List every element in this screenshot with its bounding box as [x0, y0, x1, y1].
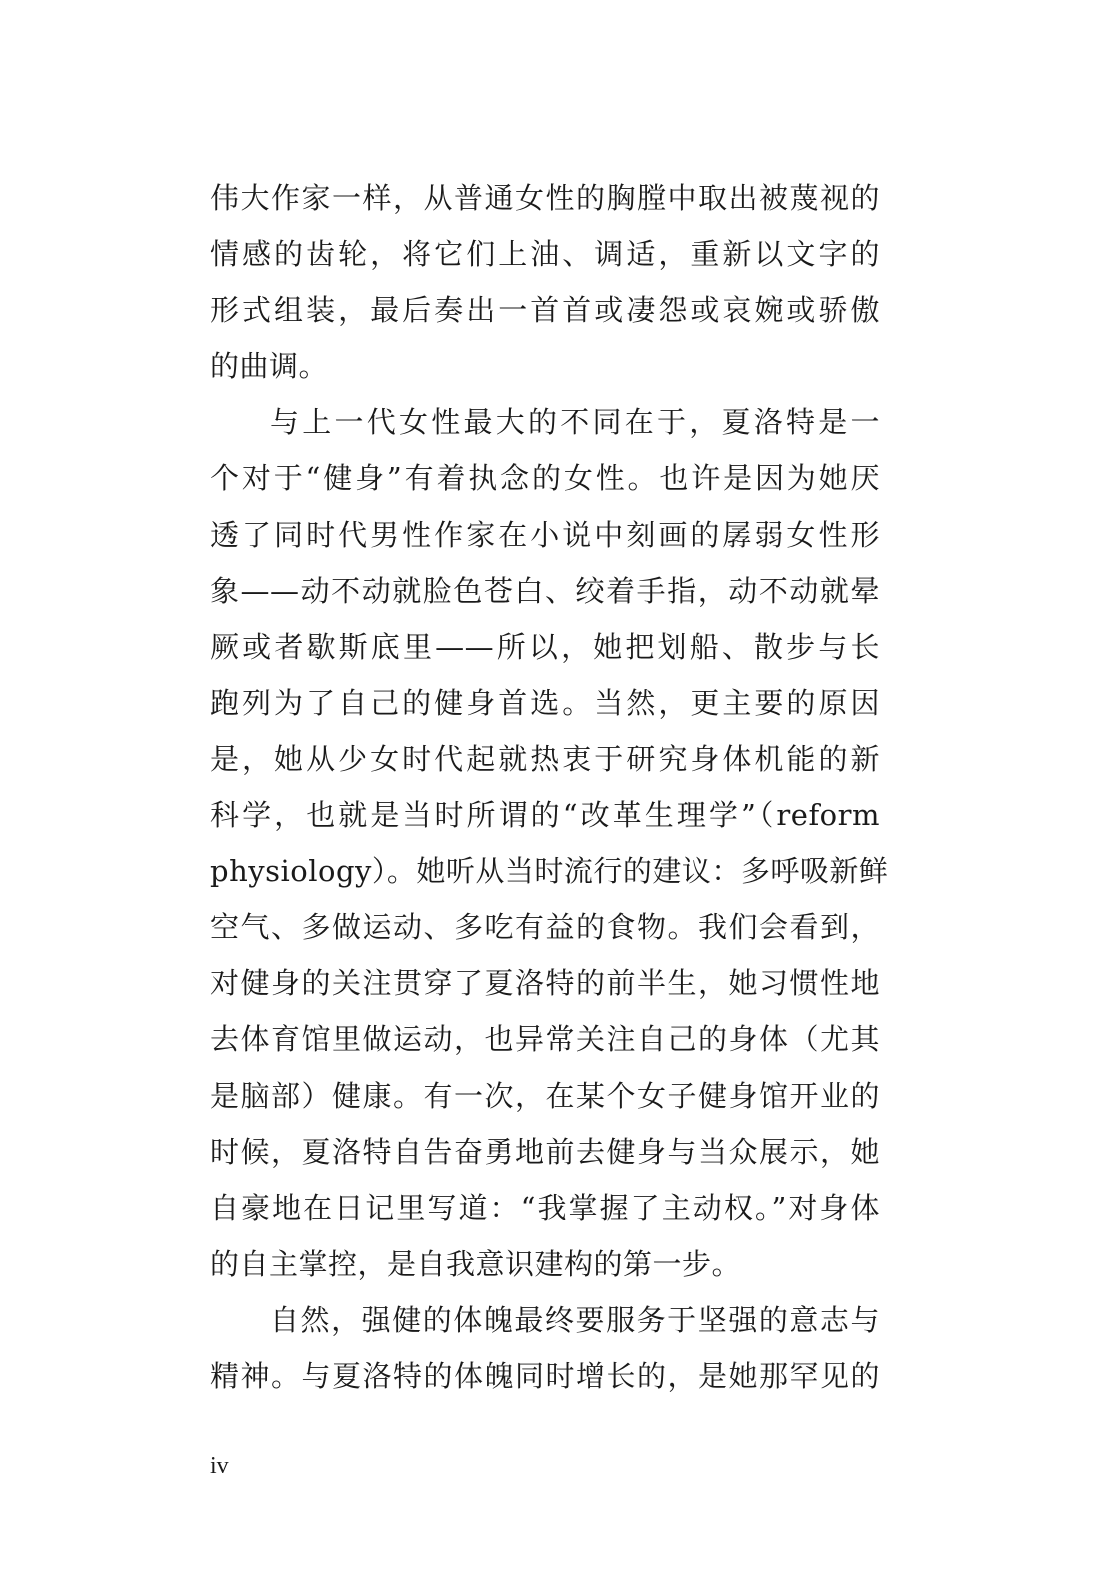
text-line: 伟大作家一样，从普通女性的胸膛中取出被蔑视的: [210, 181, 880, 215]
text-line: 情感的齿轮，将它们上油、调适，重新以文字的: [210, 237, 880, 272]
text-line: 的自主掌控，是自我意识建构的第一步。: [210, 1246, 742, 1281]
text-line: 自然，强健的体魄最终要服务于坚强的意志与: [270, 1302, 880, 1337]
text-line: 自豪地在日记里写道：“我掌握了主动权。”对身体: [210, 1190, 880, 1225]
text-line: 透了同时代男性作家在小说中刻画的孱弱女性形: [210, 517, 880, 552]
text-line: 的曲调。: [210, 349, 329, 384]
text-line: 是脑部）健康。有一次，在某个女子健身馆开业的: [210, 1078, 880, 1113]
text-line: 去体育馆里做运动，也异常关注自己的身体（尤其: [210, 1022, 880, 1057]
text-line: 是，她从少女时代起就热衷于研究身体机能的新: [210, 741, 880, 776]
text-line: 个对于“健身”有着执念的女性。也许是因为她厌: [210, 461, 880, 496]
text-line: 厥或者歇斯底里——所以，她把划船、散步与长: [210, 629, 880, 664]
body-text: [210, 170, 889, 1404]
text-line: 跑列为了自己的健身首选。当然，更主要的原因: [210, 685, 880, 720]
text-line: 对健身的关注贯穿了夏洛特的前半生，她习惯性地: [210, 966, 880, 1001]
text-line: 空气、多做运动、多吃有益的食物。我们会看到，: [210, 910, 880, 945]
text-line: 时候，夏洛特自告奋勇地前去健身与当众展示，她: [210, 1134, 880, 1169]
text-line: 形式组装，最后奏出一首首或凄怨或哀婉或骄傲: [210, 293, 880, 328]
text-line: 象——动不动就脸色苍白、绞着手指，动不动就晕: [210, 573, 880, 608]
text-line: physiology）。她听从当时流行的建议：多呼吸新鲜: [210, 854, 889, 889]
text-line: 与上一代女性最大的不同在于，夏洛特是一: [270, 405, 880, 440]
text-line: 精神。与夏洛特的体魄同时增长的，是她那罕见的: [210, 1358, 880, 1393]
text-line: 科学，也就是当时所谓的“改革生理学”（reform: [210, 798, 880, 833]
page-number: iv: [210, 1453, 229, 1479]
